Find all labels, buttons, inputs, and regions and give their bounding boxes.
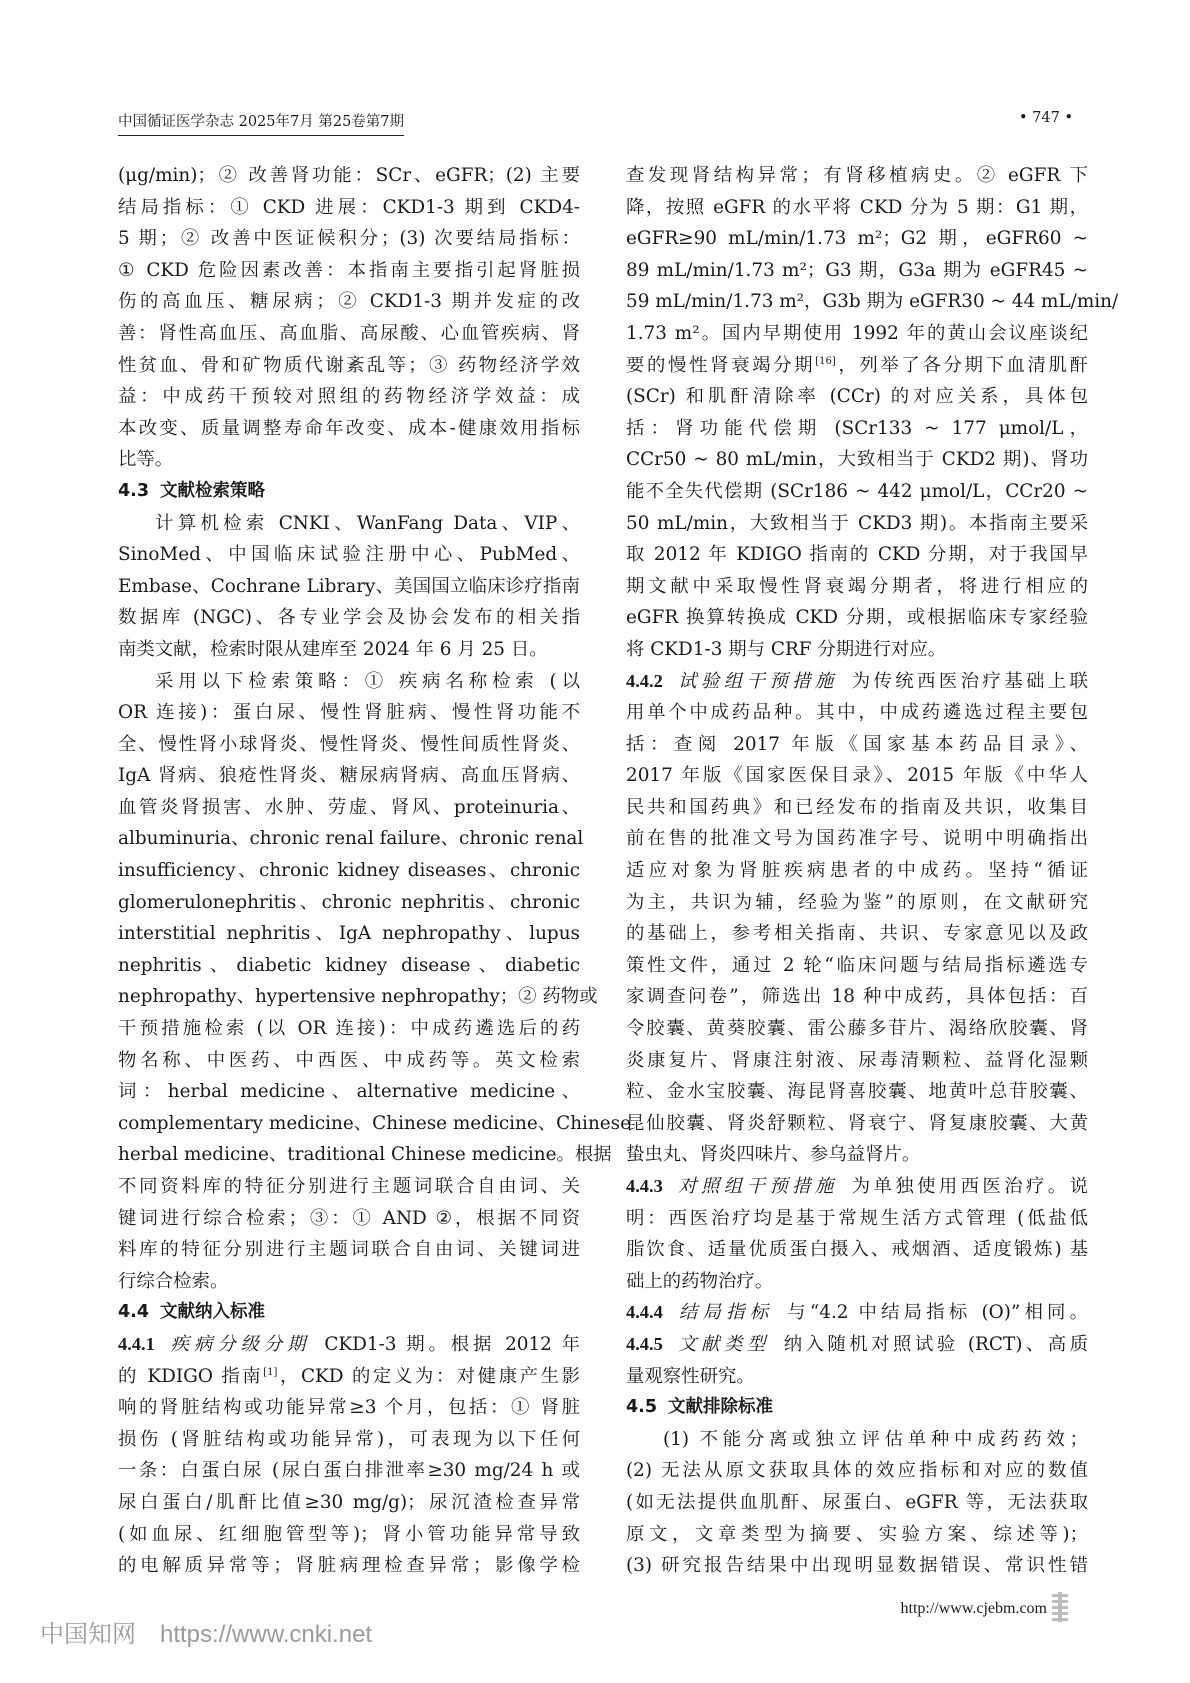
line-text: 计算机检索 CNKI、WanFang Data、VIP、 bbox=[155, 512, 580, 534]
line-text: 59 mL/min/1.73 m²，G3b 期为 eGFR30 ~ 44 mL/min/ bbox=[626, 291, 1119, 313]
text-line bbox=[626, 381, 1088, 413]
line-text: 血管炎肾损害、水肿、劳虚、肾风、proteinuria、 bbox=[118, 796, 580, 818]
subsection-number: 4.4.4 bbox=[626, 1302, 663, 1323]
line-text: 查发现肾结构异常；有肾移植病史。② eGFR 下 bbox=[626, 165, 1088, 186]
text-line bbox=[626, 255, 1088, 287]
line-text: eGFR 换算转换成 CKD 分期，或根据临床专家经验 bbox=[626, 607, 1088, 629]
text-line bbox=[118, 444, 580, 476]
text-line bbox=[118, 413, 580, 445]
right-column bbox=[626, 160, 1119, 1582]
line-text: 物名称、中医药、中西医、中成药等。英文检索 bbox=[118, 1049, 580, 1071]
text-line bbox=[626, 855, 1088, 887]
line-text: (1) 不能分离或独立评估单种中成药药效； bbox=[663, 1428, 1088, 1450]
line-text: 键词进行综合检索；③：① AND ②，根据不同资 bbox=[118, 1207, 580, 1229]
line-text: 一条：白蛋白尿 (尿白蛋白排泄率≥30 mg/24 h 或 bbox=[118, 1460, 580, 1482]
line-text: 家调查问卷”，筛选出 18 种中成药，具体包括：百 bbox=[626, 986, 1088, 1008]
text-line bbox=[626, 634, 1088, 666]
text-line bbox=[626, 444, 1088, 476]
text-line bbox=[626, 1013, 1088, 1045]
line-text: 伤的高血压、糖尿病；② CKD1-3 期并发症的改 bbox=[118, 291, 580, 313]
line-text: albuminuria、chronic renal failure、chronic renal bbox=[118, 828, 584, 850]
text-line bbox=[626, 760, 1088, 792]
text-line bbox=[118, 1392, 580, 1424]
text-line bbox=[118, 255, 580, 287]
line-text: 民共和国药典》和已经发布的指南及共识，收集目 bbox=[626, 796, 1088, 818]
text-line bbox=[626, 1203, 1088, 1235]
text-line bbox=[626, 508, 1088, 540]
text-line bbox=[118, 602, 580, 634]
text-line bbox=[118, 1266, 580, 1298]
line-text: 降，按照 eGFR 的水平将 CKD 分为 5 期：G1 期， bbox=[626, 196, 1088, 218]
line-text: 益：中成药干预较对照组的药物经济学效益：成 bbox=[118, 386, 580, 408]
line-text: OR 连接)：蛋白尿、慢性肾脏病、慢性肾功能不 bbox=[118, 702, 580, 724]
text-line bbox=[118, 318, 580, 350]
line-text: 料库的特征分别进行主题词联合自由词、关键词进 bbox=[118, 1239, 580, 1261]
line-text: 要的慢性肾衰竭分期 bbox=[626, 354, 816, 376]
line-text: 89 mL/min/1.73 m²；G3 期，G3a 期为 eGFR45 ~ bbox=[626, 259, 1088, 281]
line-text: 能不全失代偿期 (SCr186 ~ 442 μmol/L，CCr20 ~ bbox=[626, 480, 1088, 502]
line-text-after-ref: ，CKD 的定义为：对健康产生影 bbox=[277, 1365, 580, 1387]
text-line bbox=[626, 1108, 1088, 1140]
line-text: 尿白蛋白/肌酐比值≥30 mg/g)；尿沉渣检查异常 bbox=[118, 1491, 580, 1513]
text-line bbox=[118, 160, 580, 192]
text-line bbox=[118, 508, 580, 540]
line-text: 善：肾性高血压、高血脂、高尿酸、心血管疾病、肾 bbox=[118, 322, 580, 344]
cnki-url[interactable]: https://www.cnki.net bbox=[160, 1621, 373, 1648]
text-line bbox=[118, 571, 580, 603]
subsection-number: 4.4.3 bbox=[626, 1176, 663, 1196]
text-line bbox=[626, 602, 1088, 634]
subsection-line bbox=[626, 1329, 1088, 1361]
line-text: (SCr) 和肌酐清除率 (CCr) 的对应关系，具体包 bbox=[626, 386, 1088, 408]
section-title: 文献检索策略 bbox=[160, 480, 265, 501]
section-number: 4.5 bbox=[626, 1397, 658, 1418]
line-text: 括：查阅 2017 年版《国家基本药品目录》、 bbox=[626, 733, 1088, 755]
subsection-line bbox=[626, 666, 1088, 698]
line-text: 的电解质异常等；肾脏病理检查异常；影像学检 bbox=[118, 1555, 580, 1577]
line-text: 昆仙胶囊、肾炎舒颗粒、肾衰宁、肾复康胶囊、大黄 bbox=[626, 1112, 1088, 1134]
cnki-name: 中国知网 bbox=[40, 1621, 136, 1648]
text-line bbox=[118, 981, 598, 1013]
text-line bbox=[118, 760, 580, 792]
text-line bbox=[626, 1361, 1088, 1393]
line-text: interstitial nephritis、IgA nephropathy、lupus bbox=[118, 923, 580, 945]
line-text: 令胶囊、黄葵胶囊、雷公藤多苷片、渴络欣胶囊、肾 bbox=[626, 1018, 1088, 1040]
text-line bbox=[626, 476, 1088, 508]
text-line bbox=[118, 1108, 631, 1140]
line-text: 为单独使用西医治疗。说 bbox=[851, 1176, 1088, 1197]
text-line bbox=[626, 823, 1088, 855]
line-text: 础上的药物治疗。 bbox=[626, 1270, 774, 1292]
text-line bbox=[626, 792, 1088, 824]
line-text: 全、慢性肾小球肾炎、慢性肾炎、慢性间质性肾炎、 bbox=[118, 733, 580, 755]
text-line bbox=[626, 950, 1088, 982]
line-text: 取 2012 年 KDIGO 指南的 CKD 分期，对于我国早 bbox=[626, 544, 1088, 566]
section-title: 文献排除标准 bbox=[668, 1397, 773, 1418]
line-text: 数据库 (NGC)、各专业学会及协会发布的相关指 bbox=[118, 607, 580, 629]
text-line bbox=[118, 1487, 580, 1519]
text-line bbox=[118, 223, 580, 255]
subsection-line bbox=[118, 1329, 580, 1361]
line-text: 性贫血、骨和矿物质代谢紊乱等；③ 药物经济学效 bbox=[118, 354, 580, 376]
cnki-watermark bbox=[40, 1614, 372, 1649]
text-line bbox=[626, 1487, 1088, 1519]
line-text: 适应对象为肾脏疾病患者的中成药。坚持“循证 bbox=[626, 860, 1088, 882]
section-number: 4.4 bbox=[118, 1302, 150, 1323]
line-text: (μg/min)；② 改善肾功能：SCr、eGFR；(2) 主要 bbox=[118, 165, 580, 186]
text-line bbox=[118, 823, 584, 855]
line-text: 行综合检索。 bbox=[118, 1270, 229, 1292]
subsection-number: 4.4.5 bbox=[626, 1333, 663, 1354]
line-text: 的 KDIGO 指南 bbox=[118, 1365, 264, 1387]
line-text: 1.73 m²。国内早期使用 1992 年的黄山会议座谈纪 bbox=[626, 322, 1088, 344]
line-text: CCr50 ~ 80 mL/min，大致相当于 CKD2 期)、肾功 bbox=[626, 449, 1088, 471]
line-text: 纳入随机对照试验 (RCT)、高质 bbox=[783, 1333, 1088, 1355]
line-text: 本改变、质量调整寿命年改变、成本-健康效用指标 bbox=[118, 417, 580, 439]
line-text: 蛰虫丸、肾炎四味片、参乌益肾片。 bbox=[626, 1144, 921, 1166]
line-text: 的基础上，参考相关指南、共识、专家意见以及政 bbox=[626, 923, 1088, 945]
text-line bbox=[118, 1139, 612, 1171]
citation-ref[interactable]: [16] bbox=[815, 355, 836, 367]
text-line bbox=[626, 160, 1088, 192]
line-text: glomerulonephritis、chronic nephritis、chronic bbox=[118, 891, 580, 913]
subsection-title: 结局指标 bbox=[674, 1302, 774, 1324]
text-line bbox=[626, 1139, 1088, 1171]
text-line bbox=[626, 318, 1088, 350]
line-text: insufficiency、chronic kidney diseases、chronic bbox=[118, 860, 580, 882]
text-line bbox=[118, 634, 580, 666]
journal-title: 中国循证医学杂志 2025年7月 第25卷第7期 bbox=[118, 110, 404, 136]
line-text: 与“4.2 中结局指标 (O)”相同。 bbox=[787, 1302, 1088, 1324]
text-line bbox=[626, 539, 1088, 571]
line-text: (如血尿、红细胞管型等)；肾小管功能异常导致 bbox=[118, 1523, 580, 1545]
text-line bbox=[118, 350, 580, 382]
journal-logo-icon bbox=[1050, 1592, 1070, 1622]
text-line bbox=[118, 1519, 580, 1551]
text-line bbox=[626, 1045, 1088, 1077]
text-line bbox=[118, 666, 580, 698]
line-text: 括：肾功能代偿期 (SCr133 ~ 177 μmol/L， bbox=[626, 417, 1088, 439]
line-text: IgA 肾病、狼疮性肾炎、糖尿病肾病、高血压肾病、 bbox=[118, 765, 580, 787]
subsection-line bbox=[626, 1171, 1088, 1203]
journal-url[interactable]: http://www.cjebm.com bbox=[900, 1600, 1047, 1617]
line-text: SinoMed、中国临床试验注册中心、PubMed、 bbox=[118, 544, 580, 566]
text-line bbox=[118, 697, 580, 729]
text-line bbox=[626, 413, 1088, 445]
text-line bbox=[118, 1171, 580, 1203]
line-text: 采用以下检索策略：① 疾病名称检索 (以 bbox=[155, 670, 580, 692]
text-line bbox=[118, 792, 580, 824]
line-text: 策性文件，通过 2 轮“临床问题与结局指标遴选专 bbox=[626, 954, 1088, 976]
text-line bbox=[118, 1203, 580, 1235]
text-line bbox=[626, 918, 1088, 950]
line-text: 为传统西医治疗基础上联 bbox=[851, 670, 1088, 692]
text-line bbox=[118, 1361, 580, 1393]
line-text: ① CKD 危险因素改善：本指南主要指引起肾脏损 bbox=[118, 259, 580, 281]
text-line bbox=[626, 223, 1088, 255]
line-text: (2) 无法从原文获取具体的效应指标和对应的数值 bbox=[626, 1460, 1088, 1482]
text-line bbox=[626, 1076, 1088, 1108]
line-text: (3) 研究报告结果中出现明显数据错误、常识性错 bbox=[626, 1555, 1088, 1577]
text-line bbox=[118, 1424, 580, 1456]
subsection-number: 4.4.1 bbox=[118, 1333, 155, 1354]
text-line bbox=[118, 887, 580, 919]
subsection-title: 试验组干预措施 bbox=[674, 670, 838, 692]
text-line bbox=[118, 1045, 580, 1077]
line-text: 用单个中成药品种。其中，中成药遴选过程主要包 bbox=[626, 702, 1088, 724]
line-text: 为主，共识为辅，经验为鉴”的原则，在文献研究 bbox=[626, 891, 1088, 913]
line-text: Embase、Cochrane Library、美国国立临床诊疗指南 bbox=[118, 575, 580, 597]
text-line bbox=[118, 1013, 580, 1045]
line-text: 炎康复片、肾康注射液、尿毒清颗粒、益肾化湿颗 bbox=[626, 1049, 1088, 1071]
text-line bbox=[118, 1550, 580, 1582]
line-text: eGFR≥90 mL/min/1.73 m²；G2 期，eGFR60 ~ bbox=[626, 228, 1088, 250]
text-line bbox=[118, 539, 580, 571]
text-line bbox=[626, 981, 1088, 1013]
text-line bbox=[118, 381, 580, 413]
line-text: 脂饮食、适量优质蛋白摄入、戒烟酒、适度锻炼) 基 bbox=[626, 1239, 1088, 1261]
text-line bbox=[626, 571, 1088, 603]
text-line bbox=[118, 918, 580, 950]
text-line bbox=[118, 729, 580, 761]
line-text: 损伤 (肾脏结构或功能异常)，可表现为以下任何 bbox=[118, 1428, 580, 1450]
text-line bbox=[118, 950, 580, 982]
line-text: nephropathy、hypertensive nephropathy；② 药物或 bbox=[118, 986, 598, 1008]
line-text: 词：herbal medicine、alternative medicine、 bbox=[118, 1081, 580, 1103]
text-line bbox=[626, 1424, 1088, 1456]
subsection-number: 4.4.2 bbox=[626, 670, 663, 691]
page-number: • 747 • bbox=[1019, 110, 1073, 126]
subsection-title: 对照组干预措施 bbox=[674, 1176, 838, 1197]
subsection-line bbox=[626, 1297, 1088, 1329]
running-header bbox=[118, 110, 1073, 136]
text-line bbox=[626, 192, 1088, 224]
line-text: 明：西医治疗均是基于常规生活方式管理 (低盐低 bbox=[626, 1207, 1088, 1229]
subsection-title: 文献类型 bbox=[674, 1333, 770, 1355]
line-text: 原文，文章类型为摘要、实验方案、综述等)； bbox=[626, 1523, 1088, 1545]
text-line bbox=[626, 1550, 1088, 1582]
line-text: 将 CKD1-3 期与 CRF 分期进行对应。 bbox=[626, 638, 947, 660]
section-number: 4.3 bbox=[118, 480, 150, 501]
line-text: 南类文献，检索时限从建库至 2024 年 6 月 25 日。 bbox=[118, 638, 548, 660]
subsection-title: 疾病分级分期 bbox=[166, 1333, 311, 1355]
text-line bbox=[118, 286, 580, 318]
text-line bbox=[118, 192, 580, 224]
text-line bbox=[626, 1266, 1088, 1298]
text-line bbox=[626, 729, 1088, 761]
text-line bbox=[626, 1455, 1088, 1487]
text-line bbox=[118, 1076, 580, 1108]
line-text: nephritis、diabetic kidney disease、diabetic bbox=[118, 954, 580, 976]
text-line bbox=[118, 855, 580, 887]
section-heading bbox=[118, 476, 580, 508]
text-line bbox=[626, 887, 1088, 919]
section-heading bbox=[626, 1392, 1088, 1424]
section-title: 文献纳入标准 bbox=[160, 1302, 265, 1323]
line-text: 干预措施检索 (以 OR 连接)：中成药遴选后的药 bbox=[118, 1018, 580, 1040]
line-text: 2017 年版《国家医保目录》、2015 年版《中华人 bbox=[626, 765, 1088, 787]
line-text: (如无法提供血肌酐、尿蛋白、eGFR 等，无法获取 bbox=[626, 1491, 1088, 1513]
line-text-after-ref: ，列举了各分期下血清肌酐 bbox=[835, 354, 1088, 376]
text-line bbox=[626, 1519, 1088, 1551]
line-text: 期文献中采取慢性肾衰竭分期者，将进行相应的 bbox=[626, 575, 1088, 597]
section-heading bbox=[118, 1297, 580, 1329]
line-text: 50 mL/min，大致相当于 CKD3 期)。本指南主要采 bbox=[626, 512, 1088, 534]
line-text: 不同资料库的特征分别进行主题词联合自由词、关 bbox=[118, 1176, 580, 1197]
citation-ref[interactable]: [1] bbox=[263, 1366, 278, 1378]
line-text: 比等。 bbox=[118, 449, 174, 471]
line-text: CKD1-3 期。根据 2012 年 bbox=[324, 1333, 580, 1355]
text-line bbox=[626, 697, 1088, 729]
left-column bbox=[118, 160, 631, 1582]
line-text: 前在售的批准文号为国药准字号、说明中明确指出 bbox=[626, 828, 1088, 850]
line-text: herbal medicine、traditional Chinese medicine。根据 bbox=[118, 1144, 612, 1166]
line-text: 量观察性研究。 bbox=[626, 1365, 755, 1387]
line-text: 5 期；② 改善中医证候积分；(3) 次要结局指标： bbox=[118, 228, 580, 250]
text-line bbox=[118, 1455, 580, 1487]
line-text: 响的肾脏结构或功能异常≥3 个月，包括：① 肾脏 bbox=[118, 1397, 580, 1419]
line-text: complementary medicine、Chinese medicine、Chinese bbox=[118, 1112, 631, 1134]
text-line bbox=[118, 1234, 580, 1266]
text-line bbox=[626, 286, 1119, 318]
text-line bbox=[626, 1234, 1088, 1266]
line-text: 结局指标：① CKD 进展：CKD1-3 期到 CKD4- bbox=[118, 196, 580, 218]
text-line bbox=[626, 350, 1088, 382]
line-text: 粒、金水宝胶囊、海昆肾喜胶囊、地黄叶总苷胶囊、 bbox=[626, 1081, 1088, 1103]
